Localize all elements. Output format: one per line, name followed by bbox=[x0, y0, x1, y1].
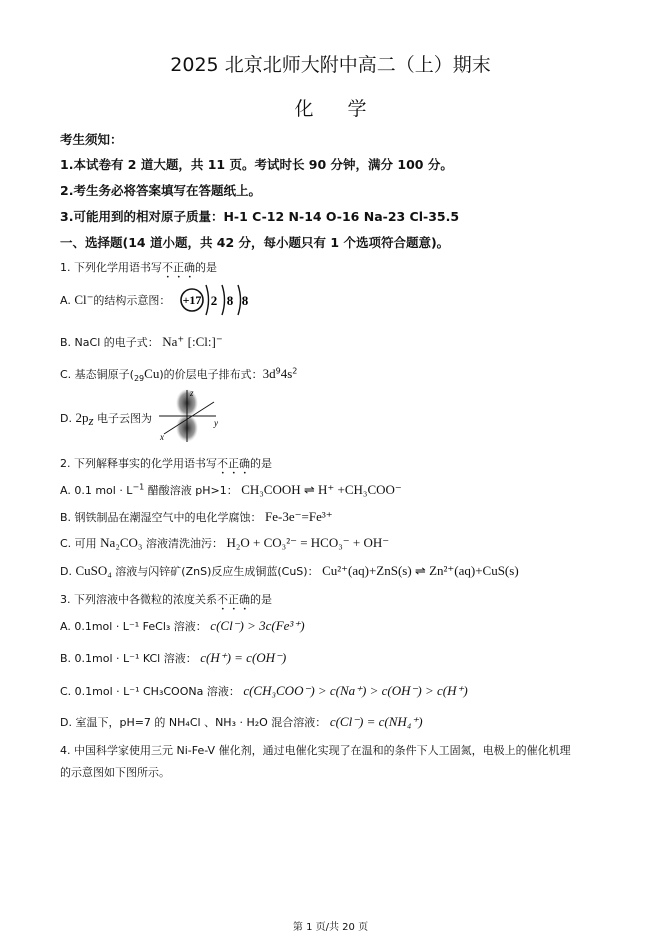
section-heading: 一、选择题(14 道小题，共 42 分，每小题只有 1 个选项符合题意)。 bbox=[60, 235, 450, 250]
notes-heading: 考生须知： bbox=[60, 132, 123, 147]
nucleus-charge: +17 bbox=[182, 293, 202, 307]
note-3: 3.可能用到的相对原子质量：H-1 C-12 N-14 O-16 Na-23 Cl-35.5 bbox=[60, 209, 460, 224]
shell-1-electrons: 2 bbox=[210, 293, 218, 308]
q3-option-c: C. 0.1mol · L⁻¹ CH₃COONa 溶液： c(CH₃COO⁻) > c(Na⁺) > c(OH⁻) > c(H⁺) bbox=[60, 683, 468, 698]
electron-dot-bracket: [:Cl:] bbox=[187, 334, 216, 349]
q3-stem: 3. 下列溶液中各微粒的浓度关系不正确的是 bbox=[60, 593, 272, 606]
emphasis-text: 不正确 bbox=[217, 593, 250, 606]
q1-option-d: D. $2p_z$ 电子云图为 bbox=[60, 410, 153, 429]
q1-option-c: C. 基态铜原子$(_{29}Cu)$的价层电子排布式：$3d^94s^2$ bbox=[60, 366, 298, 384]
q2-option-c: C. 可用 Na₂CO₃ 溶液清洗油污： H₂O + CO₃²⁻ = HCO₃⁻ + OH⁻ bbox=[60, 535, 390, 550]
q2-option-d: D. CuSO₄ 溶液与闪锌矿(ZnS)反应生成铜蓝(CuS)： Cu²⁺(aq)+ZnS(s) ⇌ Zn²⁺(aq)+CuS(s) bbox=[60, 563, 519, 578]
emphasis-text: 不正确 bbox=[217, 457, 250, 470]
svg-text:z: z bbox=[190, 388, 194, 398]
shell-2-electrons: 8 bbox=[226, 293, 234, 308]
q4-stem-line-1: 4. 中国科学家使用三元 Ni-Fe-V 催化剂，通过电催化实现了在温和的条件下人工固氮，电极上的催化机理 bbox=[60, 744, 571, 757]
chloride-ion-structure-diagram bbox=[178, 282, 253, 318]
shell-3-electrons: 8 bbox=[241, 293, 249, 308]
q1-stem: 1. 下列化学用语书写不正确的是 bbox=[60, 261, 217, 274]
q2-stem: 2. 下列解释事实的化学用语书写不正确的是 bbox=[60, 457, 272, 470]
2pz-electron-cloud-diagram bbox=[156, 388, 222, 444]
q4-stem-line-2: 的示意图如下图所示。 bbox=[60, 766, 170, 779]
q3-option-d: D. 室温下，pH=7 的 NH₄Cl 、NH₃ · H₂O 混合溶液： c(Cl⁻) = c(NH₄⁺) bbox=[60, 714, 423, 729]
q2-option-a: A. 0.1 mol · $L^{-1}$ 醋酸溶液 pH>1： CH₃COOH ⇌ H⁺ +CH₃COO⁻ bbox=[60, 482, 402, 497]
subject-title: 化学 bbox=[294, 98, 401, 120]
note-2: 2.考生务必将答案填写在答题纸上。 bbox=[60, 183, 261, 198]
page-title: 2025 北京北师大附中高二（上）期末 bbox=[170, 54, 491, 76]
emphasis-text: 不正确 bbox=[162, 261, 195, 274]
q3-option-a: A. 0.1mol · L⁻¹ FeCl₃ 溶液： c(Cl⁻) > 3c(Fe³⁺) bbox=[60, 618, 305, 633]
q1-option-b: B. NaCl 的电子式： Na+ [:Cl:]− bbox=[60, 334, 223, 349]
page-footer: 第 1 页/共 20 页 bbox=[292, 922, 369, 933]
svg-text:y: y bbox=[214, 418, 218, 428]
q3-option-b: B. 0.1mol · L⁻¹ KCl 溶液： c(H⁺) = c(OH⁻) bbox=[60, 650, 287, 665]
q1-option-a: A. Cl−的结构示意图： bbox=[60, 292, 171, 307]
note-1: 1.本试卷有 2 道大题，共 11 页。考试时长 90 分钟，满分 100 分。 bbox=[60, 157, 453, 172]
q2-option-b: B. 钢铁制品在潮湿空气中的电化学腐蚀： Fe-3e⁻=Fe³⁺ bbox=[60, 509, 333, 524]
svg-text:x: x bbox=[160, 432, 164, 442]
